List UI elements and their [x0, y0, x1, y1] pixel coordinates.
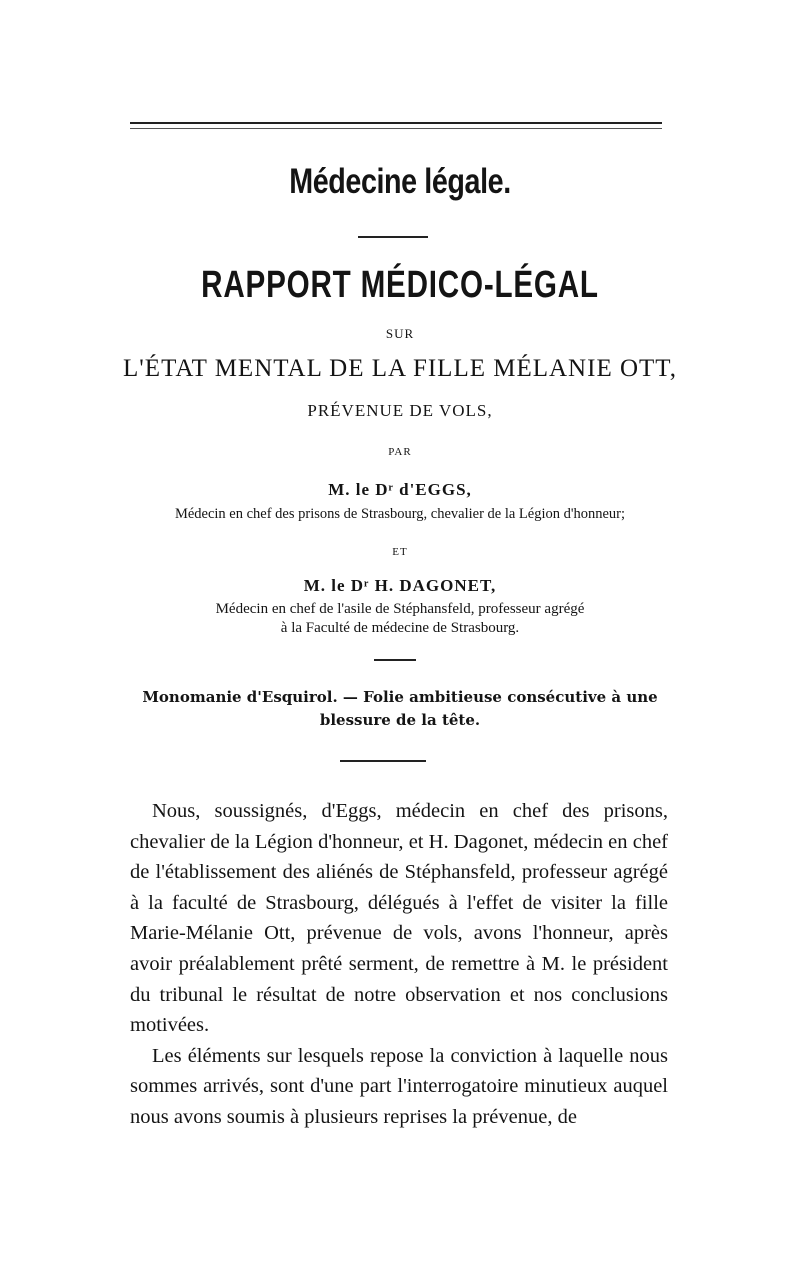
- first-author-name: M. le Dʳ d'EGGS,: [328, 480, 472, 499]
- title-par: PAR: [388, 446, 412, 458]
- subject-line-1: Monomanie d'Esquirol. — Folie ambitieuse consécutive à une: [142, 688, 658, 706]
- section-title: Médecine légale.: [289, 162, 511, 201]
- body-text: [130, 796, 668, 1133]
- top-rule-thin: [130, 128, 662, 129]
- subject-separator-rule: [340, 760, 426, 762]
- report-title: RAPPORT MÉDICO-LÉGAL: [201, 264, 599, 306]
- authors-et: ET: [392, 546, 408, 558]
- subject-line-2: blessure de la tête.: [319, 711, 481, 729]
- body-paragraph-2: Les éléments sur lesquels repose la conviction à laquelle nous sommes arrivés, sont d'une part l'interrogatoire minutieux auquel nous avons soumis à plusieurs reprises la prévenue, de: [130, 1044, 668, 1128]
- second-author-name: M. le Dʳ H. DAGONET,: [303, 576, 497, 595]
- first-author-affiliation: Médecin en chef des prisons de Strasbourg, chevalier de la Légion d'honneur;: [174, 506, 626, 522]
- top-rule: [130, 122, 662, 124]
- authors-separator-rule: [374, 659, 416, 661]
- title-prevenue: PRÉVENUE DE VOLS,: [307, 401, 493, 420]
- title-subject-line: L'ÉTAT MENTAL DE LA FILLE MÉLANIE OTT,: [123, 355, 677, 382]
- title-sur: SUR: [385, 326, 415, 341]
- second-author-affiliation-2: à la Faculté de médecine de Strasbourg.: [280, 620, 520, 636]
- title-separator-rule: [358, 236, 428, 238]
- body-paragraph-1: Nous, soussignés, d'Eggs, médecin en chef des prisons, chevalier de la Légion d'honneur, et H. Dagonet, médecin en chef de l'établissement des aliénés de Stéphansfeld, professeur agrégé à la faculté de Strasbourg, délégués à l'effet de visiter la fille Marie-Mélanie Ott, prévenue de vols, avons l'honneur, après avoir préalablement prêté serment, de remettre à M. le président du tribunal le résultat de notre observation et nos conclusions motivées.: [130, 800, 668, 1037]
- second-author-affiliation-1: Médecin en chef de l'asile de Stéphansfeld, professeur agrégé: [215, 601, 585, 617]
